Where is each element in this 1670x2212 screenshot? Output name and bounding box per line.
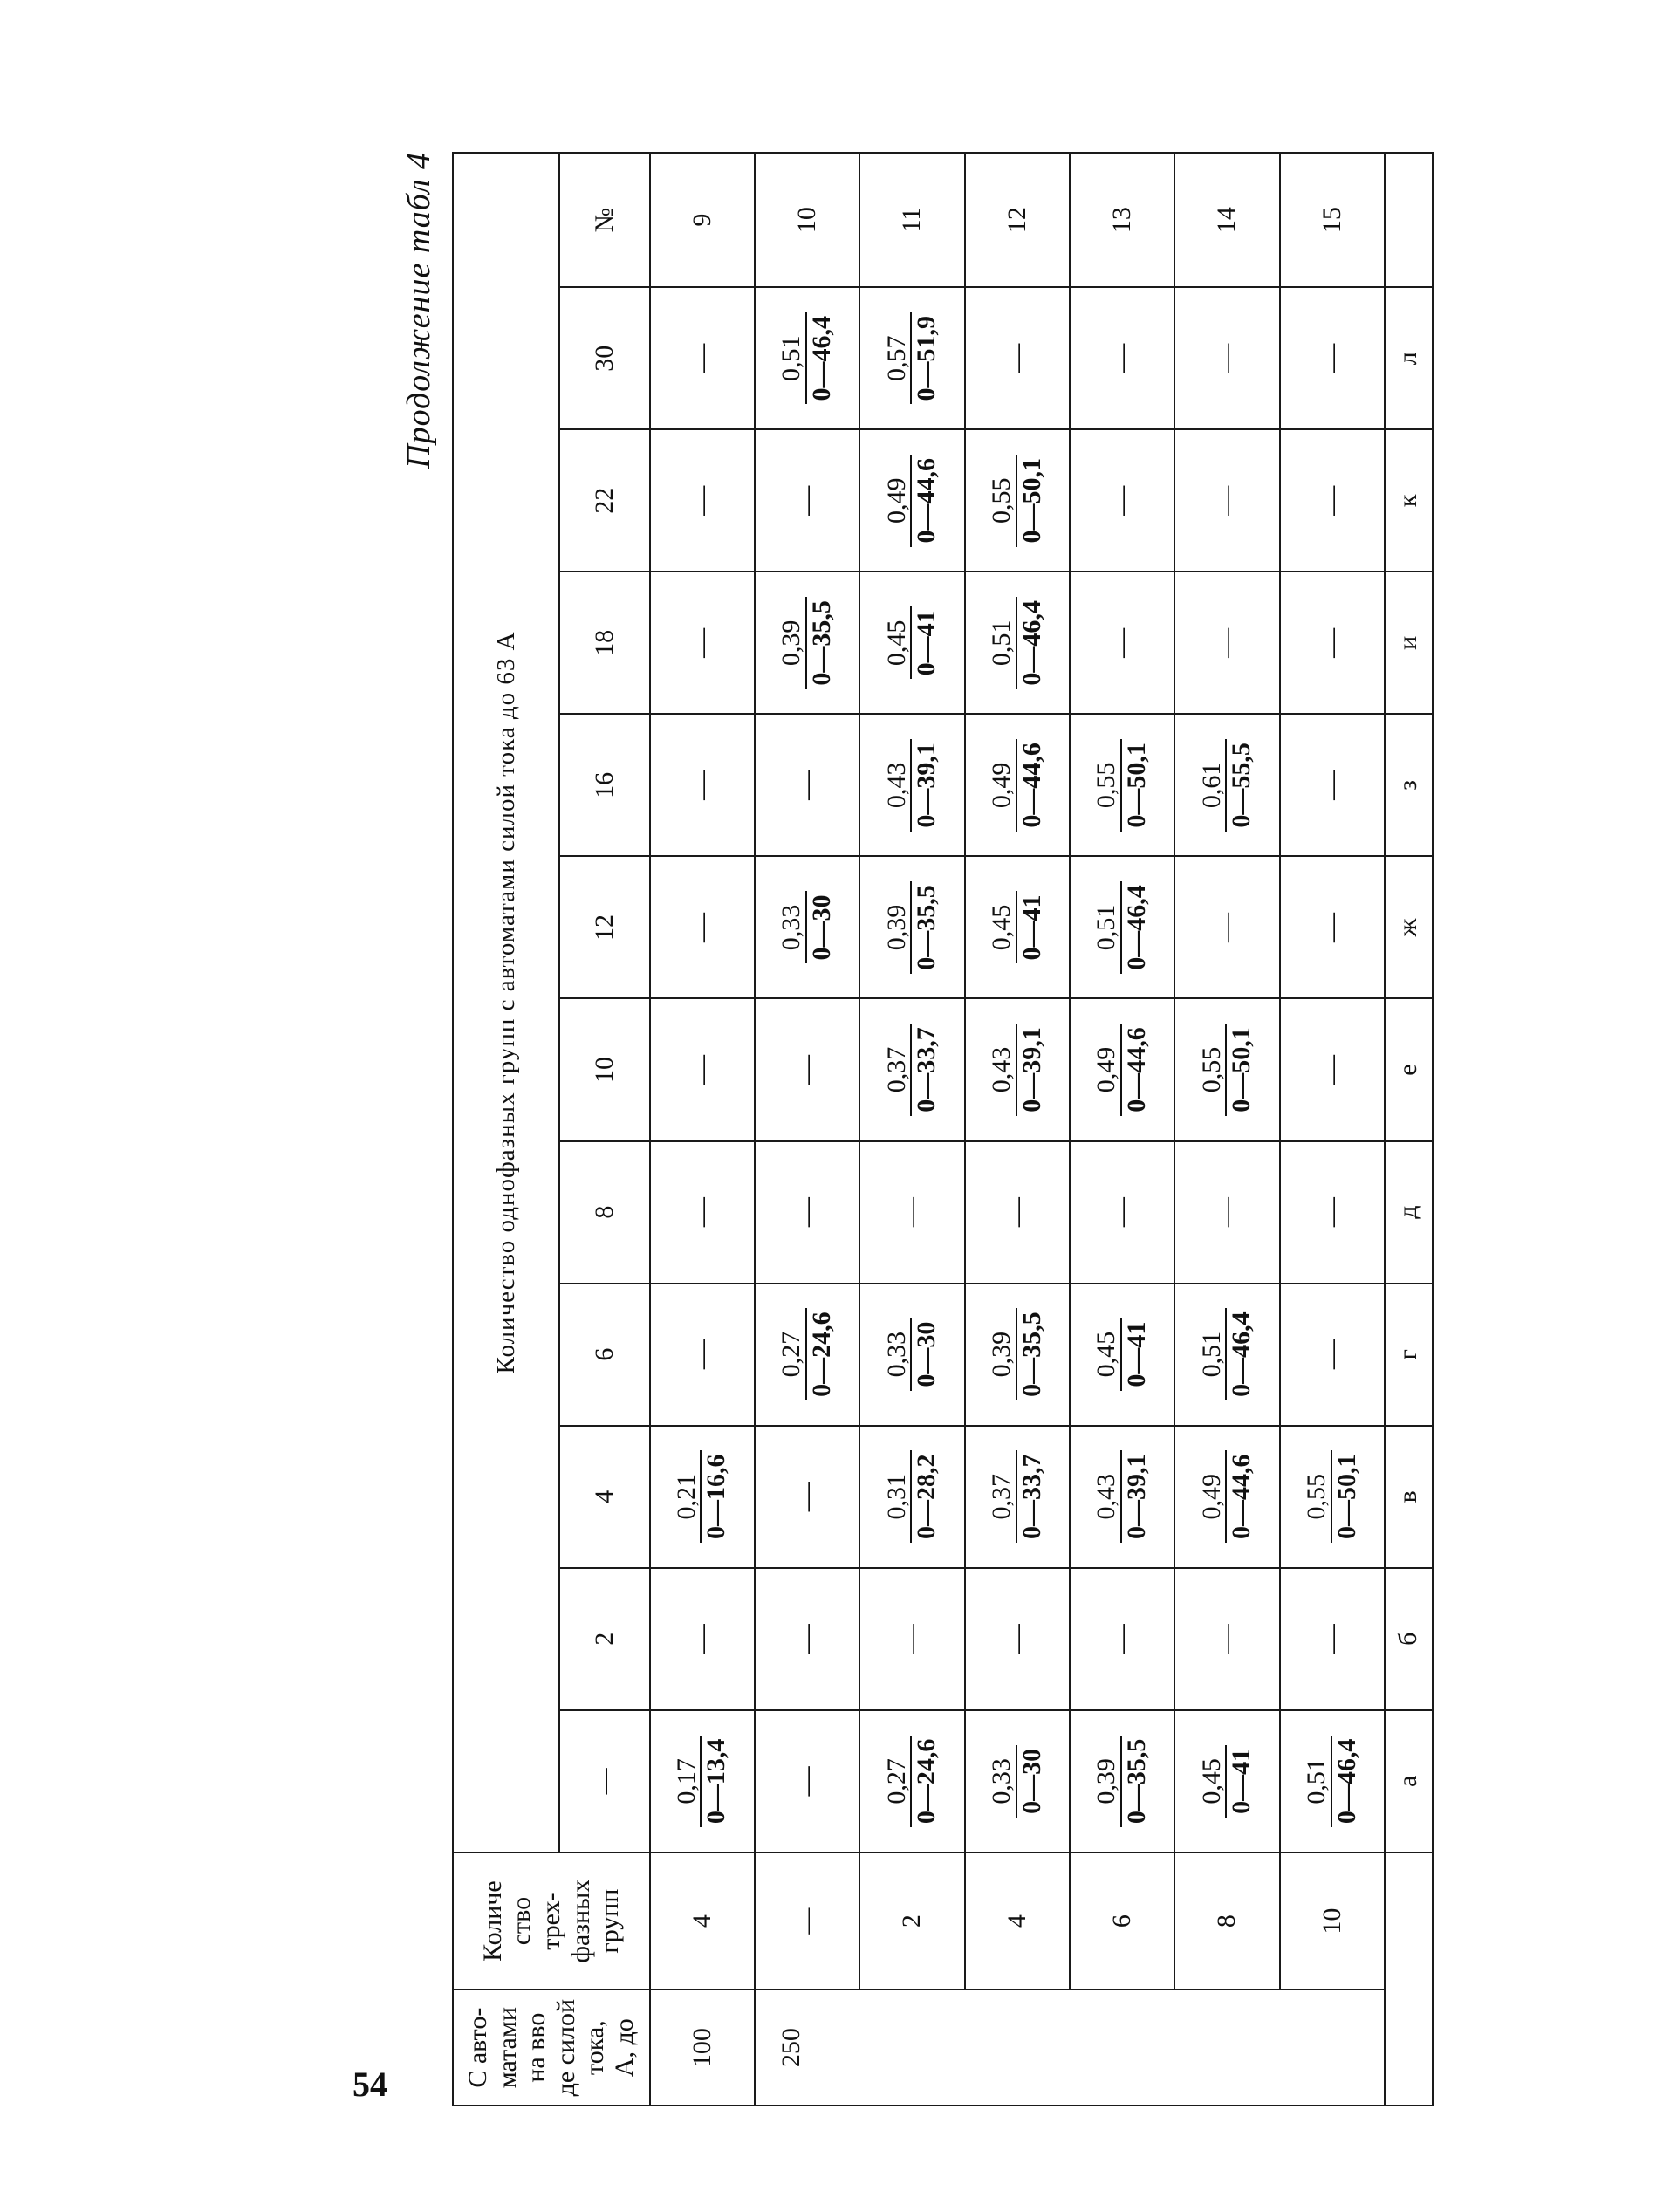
fraction-value <box>1198 1024 1256 1116</box>
empty-dash: — <box>791 485 824 516</box>
value-cell <box>965 1426 1070 1568</box>
empty-dash: — <box>1315 1055 1348 1085</box>
empty-dash: — <box>1105 1197 1139 1228</box>
value-cell <box>1280 429 1385 572</box>
value-cell <box>1280 572 1385 714</box>
fraction-denominator: 0—50,1 <box>1121 743 1151 828</box>
input-current-250: 250 <box>755 1989 1385 2106</box>
fraction-denominator: 0—35,5 <box>1121 1738 1151 1825</box>
column-letter: д <box>1385 1141 1433 1284</box>
empty-dash: — <box>1315 1624 1348 1654</box>
value-cell <box>1280 1710 1385 1852</box>
value-cell <box>1174 572 1279 714</box>
value-cell <box>650 1710 755 1852</box>
table-row <box>1070 153 1174 2106</box>
value-cell <box>650 1426 755 1568</box>
fraction-value <box>883 455 941 547</box>
fraction-numerator: 0,45 <box>988 891 1017 963</box>
fraction-value <box>1092 1736 1150 1828</box>
fraction-value <box>1303 1450 1360 1543</box>
subheader-cell: 30 <box>559 287 649 429</box>
three-phase-count: 2 <box>859 1852 964 1989</box>
fraction-value <box>1092 1318 1150 1391</box>
empty-dash: — <box>791 1766 824 1797</box>
value-cell <box>1280 1568 1385 1710</box>
empty-dash: — <box>1315 1339 1348 1370</box>
fraction-denominator: 0—35,5 <box>912 885 941 970</box>
fraction-value <box>1198 1450 1256 1543</box>
fraction-denominator: 0—46,4 <box>806 315 836 401</box>
fraction-denominator: 0—50,1 <box>1331 1454 1361 1539</box>
header-line: матами <box>492 2007 522 2089</box>
value-cell <box>1174 714 1279 856</box>
fraction-denominator: 0—50,1 <box>1016 458 1046 544</box>
fraction-numerator: 0,31 <box>883 1450 913 1543</box>
value-cell <box>755 999 859 1141</box>
value-cell <box>859 429 964 572</box>
row-number: 15 <box>1280 153 1385 287</box>
fraction-denominator: 0—50,1 <box>1227 1027 1256 1113</box>
value-cell <box>755 1141 859 1284</box>
fraction-value <box>1092 881 1150 974</box>
fraction-numerator: 0,57 <box>883 312 913 405</box>
header-three-phase-count <box>453 1852 650 1989</box>
fraction-numerator: 0,39 <box>1092 1736 1122 1828</box>
letters-end <box>1385 153 1433 287</box>
fraction-value <box>883 1736 941 1828</box>
fraction-numerator: 0,51 <box>1303 1736 1332 1828</box>
value-cell <box>755 572 859 714</box>
row-number: 10 <box>755 153 859 287</box>
fraction-value <box>1092 739 1150 832</box>
column-letters-row <box>1385 153 1433 2106</box>
fraction-numerator: 0,55 <box>1303 1450 1332 1543</box>
column-letter: в <box>1385 1426 1433 1568</box>
value-cell <box>859 1284 964 1426</box>
fraction-denominator: 0—44,6 <box>912 458 941 544</box>
value-cell <box>1280 287 1385 429</box>
value-cell <box>1280 999 1385 1141</box>
fraction-denominator: 0—39,1 <box>912 743 941 828</box>
header-single-phase-groups: Количество однофазных групп с автоматами силой тока до 63 А <box>453 153 559 1852</box>
value-cell <box>1070 287 1174 429</box>
fraction-value <box>673 1736 730 1828</box>
subheader-cell: № <box>559 153 649 287</box>
value-cell <box>1070 999 1174 1141</box>
empty-dash: — <box>791 1624 824 1654</box>
fraction-numerator: 0,39 <box>883 881 913 974</box>
fraction-numerator: 0,39 <box>988 1308 1017 1400</box>
fraction-numerator: 0,45 <box>1092 1318 1122 1391</box>
value-cell <box>1070 1710 1174 1852</box>
three-phase-count: 6 <box>1070 1852 1174 1989</box>
empty-dash: — <box>685 1055 718 1085</box>
header-line: Количе <box>477 1880 507 1962</box>
value-cell <box>965 1141 1070 1284</box>
empty-dash: — <box>791 1197 824 1228</box>
value-cell <box>1070 1284 1174 1426</box>
fraction-denominator: 0—46,4 <box>1331 1738 1361 1825</box>
empty-dash: — <box>685 627 718 658</box>
column-letter: е <box>1385 999 1433 1141</box>
value-cell <box>859 1710 964 1852</box>
value-cell <box>1280 1141 1385 1284</box>
fraction-denominator: 0—35,5 <box>806 600 836 686</box>
fraction-denominator: 0—13,4 <box>702 1738 731 1825</box>
value-cell <box>965 999 1070 1141</box>
subheader-cell: 4 <box>559 1426 649 1568</box>
fraction-denominator: 0—51,9 <box>912 315 941 401</box>
subheader-cell: — <box>559 1710 649 1852</box>
value-cell <box>755 1426 859 1568</box>
fraction-numerator: 0,21 <box>673 1450 702 1543</box>
row-number: 9 <box>650 153 755 287</box>
subheader-cell: 8 <box>559 1141 649 1284</box>
fraction-value <box>777 312 835 405</box>
empty-dash: — <box>1315 770 1348 800</box>
empty-dash: — <box>1210 1197 1243 1228</box>
subheader-cell: 16 <box>559 714 649 856</box>
subheader-cell: 12 <box>559 856 649 998</box>
fraction-denominator: 0—46,4 <box>1227 1311 1256 1397</box>
input-current-100: 100 <box>650 1989 755 2106</box>
fraction-denominator: 0—41 <box>1016 894 1046 961</box>
empty-dash: — <box>1210 485 1243 516</box>
column-letter: к <box>1385 429 1433 572</box>
value-cell <box>650 1568 755 1710</box>
value-cell <box>1174 1141 1279 1284</box>
value-cell <box>755 1568 859 1710</box>
value-cell <box>1174 1710 1279 1852</box>
fraction-value <box>883 1450 941 1543</box>
fraction-denominator: 0—30 <box>912 1321 941 1387</box>
fraction-numerator: 0,49 <box>1198 1450 1228 1543</box>
value-cell <box>1174 287 1279 429</box>
value-cell <box>965 856 1070 998</box>
fraction-value <box>883 606 941 679</box>
fraction-denominator: 0—28,2 <box>912 1454 941 1539</box>
three-phase-count: 4 <box>965 1852 1070 1989</box>
table-row <box>1174 153 1279 2106</box>
value-cell <box>650 572 755 714</box>
empty-dash: — <box>1105 485 1139 516</box>
three-phase-count: 8 <box>1174 1852 1279 1989</box>
row-number: 14 <box>1174 153 1279 287</box>
value-cell <box>650 856 755 998</box>
fraction-denominator: 0—30 <box>1016 1748 1046 1814</box>
fraction-denominator: 0—33,7 <box>912 1027 941 1113</box>
value-cell <box>965 714 1070 856</box>
column-letter: а <box>1385 1710 1433 1852</box>
data-table <box>452 152 1434 2106</box>
value-cell <box>859 999 964 1141</box>
fraction-value <box>883 1318 941 1391</box>
fraction-denominator: 0—39,1 <box>1121 1454 1151 1539</box>
fraction-value <box>883 881 941 974</box>
header-row-2 <box>559 153 649 2106</box>
value-cell <box>650 999 755 1141</box>
empty-dash: — <box>1000 1624 1033 1654</box>
value-cell <box>1070 572 1174 714</box>
value-cell <box>1174 429 1279 572</box>
fraction-denominator: 0—35,5 <box>1016 1311 1046 1397</box>
fraction-value <box>777 1308 835 1400</box>
value-cell <box>1174 1284 1279 1426</box>
fraction-denominator: 0—24,6 <box>806 1311 836 1397</box>
header-line: де силой <box>551 1998 580 2097</box>
fraction-value <box>1198 739 1256 832</box>
fraction-denominator: 0—44,6 <box>1227 1454 1256 1539</box>
header-row-1 <box>453 153 559 2106</box>
empty-dash: — <box>685 1339 718 1370</box>
header-line: фазных <box>565 1879 595 1963</box>
fraction-denominator: 0—46,4 <box>1016 600 1046 686</box>
letters-blank <box>1385 1852 1433 2106</box>
fraction-denominator: 0—39,1 <box>1016 1027 1046 1113</box>
fraction-value <box>988 1024 1045 1116</box>
fraction-value <box>1198 1745 1256 1818</box>
fraction-numerator: 0,55 <box>1198 1024 1228 1116</box>
header-line: групп <box>595 1888 625 1954</box>
empty-dash: — <box>685 485 718 516</box>
three-phase-count: 10 <box>1280 1852 1385 1989</box>
value-cell <box>650 287 755 429</box>
value-cell <box>755 856 859 998</box>
value-cell <box>965 572 1070 714</box>
header-input-current <box>453 1989 650 2106</box>
value-cell <box>859 287 964 429</box>
empty-dash: — <box>1315 912 1348 942</box>
three-phase-count: — <box>755 1852 859 1989</box>
fraction-numerator: 0,17 <box>673 1736 702 1828</box>
fraction-numerator: 0,37 <box>988 1450 1017 1543</box>
fraction-numerator: 0,43 <box>883 739 913 832</box>
empty-dash: — <box>1315 343 1348 373</box>
value-cell <box>1070 1141 1174 1284</box>
fraction-denominator: 0—44,6 <box>1016 743 1046 828</box>
header-line: А, до <box>609 2018 639 2078</box>
value-cell <box>650 714 755 856</box>
table-row <box>755 153 859 2106</box>
fraction-numerator: 0,33 <box>883 1318 913 1391</box>
fraction-numerator: 0,49 <box>1092 1024 1122 1116</box>
empty-dash: — <box>791 770 824 800</box>
empty-dash: — <box>1315 627 1348 658</box>
empty-dash: — <box>1210 343 1243 373</box>
value-cell <box>1280 856 1385 998</box>
value-cell <box>755 1710 859 1852</box>
value-cell <box>859 1141 964 1284</box>
empty-dash: — <box>1105 1624 1139 1654</box>
fraction-value <box>988 891 1045 963</box>
value-cell <box>755 287 859 429</box>
fraction-numerator: 0,45 <box>1198 1745 1228 1818</box>
column-letter: л <box>1385 287 1433 429</box>
empty-dash: — <box>685 912 718 942</box>
value-cell <box>1174 856 1279 998</box>
value-cell <box>859 572 964 714</box>
value-cell <box>650 429 755 572</box>
empty-dash: — <box>1315 1197 1348 1228</box>
column-letter: з <box>1385 714 1433 856</box>
fraction-numerator: 0,51 <box>988 597 1017 689</box>
fraction-denominator: 0—16,6 <box>702 1454 731 1539</box>
fraction-denominator: 0—41 <box>912 610 941 676</box>
fraction-denominator: 0—55,5 <box>1227 743 1256 828</box>
value-cell <box>1280 1284 1385 1426</box>
fraction-numerator: 0,33 <box>777 891 807 963</box>
empty-dash: — <box>1105 627 1139 658</box>
fraction-denominator: 0—30 <box>806 894 836 961</box>
table-row <box>965 153 1070 2106</box>
value-cell <box>965 1284 1070 1426</box>
fraction-numerator: 0,49 <box>988 739 1017 832</box>
fraction-numerator: 0,33 <box>988 1745 1017 1818</box>
three-phase-count: 4 <box>650 1852 755 1989</box>
empty-dash: — <box>791 1482 824 1512</box>
empty-dash: — <box>1000 1197 1033 1228</box>
header-line: тока, <box>580 2020 610 2075</box>
empty-dash: — <box>685 1624 718 1654</box>
table-row <box>1280 153 1385 2106</box>
value-cell <box>755 429 859 572</box>
table-row <box>859 153 964 2106</box>
fraction-denominator: 0—44,6 <box>1121 1027 1151 1113</box>
fraction-numerator: 0,43 <box>988 1024 1017 1116</box>
table-row <box>650 153 755 2106</box>
fraction-value <box>1198 1308 1256 1400</box>
fraction-value <box>777 891 835 963</box>
value-cell <box>1070 1568 1174 1710</box>
subheader-cell: 2 <box>559 1568 649 1710</box>
fraction-value <box>777 597 835 689</box>
empty-dash: — <box>1210 627 1243 658</box>
fraction-numerator: 0,51 <box>1198 1308 1228 1400</box>
value-cell <box>965 429 1070 572</box>
value-cell <box>1280 714 1385 856</box>
header-line: на вво <box>522 2012 551 2083</box>
empty-dash: — <box>1000 343 1033 373</box>
fraction-denominator: 0—41 <box>1227 1748 1256 1814</box>
value-cell <box>965 1568 1070 1710</box>
empty-dash: — <box>895 1197 928 1228</box>
value-cell <box>965 1710 1070 1852</box>
value-cell <box>1070 856 1174 998</box>
column-letter: ж <box>1385 856 1433 998</box>
fraction-denominator: 0—41 <box>1121 1321 1151 1387</box>
subheader-cell: 22 <box>559 429 649 572</box>
empty-dash: — <box>685 770 718 800</box>
fraction-value <box>883 312 941 405</box>
empty-dash: — <box>685 1197 718 1228</box>
fraction-denominator: 0—46,4 <box>1121 885 1151 970</box>
fraction-value <box>673 1450 730 1543</box>
fraction-value <box>1092 1450 1150 1543</box>
value-cell <box>755 1284 859 1426</box>
value-cell <box>859 1426 964 1568</box>
subheader-cell: 6 <box>559 1284 649 1426</box>
fraction-value <box>1303 1736 1360 1828</box>
fraction-numerator: 0,51 <box>1092 881 1122 974</box>
subheader-cell: 18 <box>559 572 649 714</box>
fraction-numerator: 0,61 <box>1198 739 1228 832</box>
value-cell <box>965 287 1070 429</box>
empty-dash: — <box>1315 485 1348 516</box>
fraction-numerator: 0,43 <box>1092 1450 1122 1543</box>
row-number: 13 <box>1070 153 1174 287</box>
fraction-numerator: 0,55 <box>1092 739 1122 832</box>
fraction-denominator: 0—33,7 <box>1016 1454 1046 1539</box>
value-cell <box>859 1568 964 1710</box>
value-cell <box>1070 1426 1174 1568</box>
value-cell <box>1070 429 1174 572</box>
fraction-denominator: 0—24,6 <box>912 1738 941 1825</box>
fraction-numerator: 0,45 <box>883 606 913 679</box>
column-letter: и <box>1385 572 1433 714</box>
fraction-value <box>988 1450 1045 1543</box>
value-cell <box>1070 714 1174 856</box>
value-cell <box>1174 999 1279 1141</box>
value-cell <box>859 714 964 856</box>
value-cell <box>1174 1426 1279 1568</box>
header-line: ство <box>507 1896 537 1946</box>
row-number: 11 <box>859 153 964 287</box>
fraction-numerator: 0,55 <box>988 455 1017 547</box>
value-cell <box>1280 1426 1385 1568</box>
fraction-value <box>883 739 941 832</box>
fraction-numerator: 0,27 <box>777 1308 807 1400</box>
column-letter: г <box>1385 1284 1433 1426</box>
empty-dash: — <box>685 343 718 373</box>
value-cell <box>755 714 859 856</box>
fraction-value <box>988 1308 1045 1400</box>
subheader-cell: 10 <box>559 999 649 1141</box>
column-letter: б <box>1385 1568 1433 1710</box>
empty-dash: — <box>1105 343 1139 373</box>
fraction-numerator: 0,39 <box>777 597 807 689</box>
fraction-numerator: 0,37 <box>883 1024 913 1116</box>
header-line: С авто- <box>463 2007 492 2088</box>
fraction-numerator: 0,49 <box>883 455 913 547</box>
header-line: трех- <box>536 1892 565 1950</box>
rotated-table-block <box>391 152 1438 2106</box>
empty-dash: — <box>791 1055 824 1085</box>
empty-dash: — <box>1210 1624 1243 1654</box>
empty-dash: — <box>1210 912 1243 942</box>
value-cell <box>859 856 964 998</box>
fraction-value <box>988 739 1045 832</box>
fraction-numerator: 0,51 <box>777 312 807 405</box>
page-number: 54 <box>352 2065 387 2104</box>
fraction-value <box>988 1745 1045 1818</box>
value-cell <box>650 1284 755 1426</box>
fraction-value <box>1092 1024 1150 1116</box>
empty-dash: — <box>895 1624 928 1654</box>
fraction-numerator: 0,27 <box>883 1736 913 1828</box>
fraction-value <box>988 597 1045 689</box>
fraction-value <box>883 1024 941 1116</box>
fraction-value <box>988 455 1045 547</box>
table-caption: Продолжение табл 4 <box>400 152 437 469</box>
value-cell <box>1174 1568 1279 1710</box>
value-cell <box>650 1141 755 1284</box>
row-number: 12 <box>965 153 1070 287</box>
